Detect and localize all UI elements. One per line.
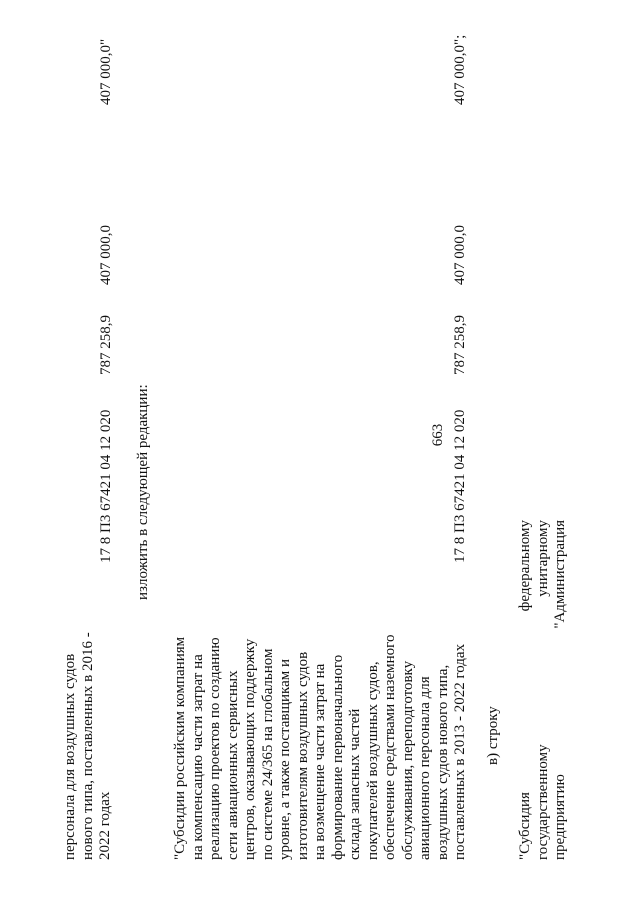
row2-desc-line: на возмещение части затрат на [312,663,328,860]
row2-desc-line: изготовителям воздушных судов [294,651,311,860]
row1-desc-line: 2022 годах [97,791,113,860]
page-number: 663 [430,423,446,447]
row2-desc-line: авиационного персонала для [417,676,433,860]
row2-desc-line: по системе 24/365 на глобальном [259,648,276,860]
row2-description [172,460,470,860]
row3-col2-line: унитарному [534,520,551,597]
row2-desc-line: склада запасных частей [347,708,363,860]
row3-col2-line: федеральному [517,520,533,612]
row2-desc-line: покупателей воздушных судов, [364,661,381,860]
row1-desc-line: нового типа, поставленных в 2016 - [79,632,96,860]
row2-desc-line: обеспечение средствами наземного [382,634,398,860]
row2-desc-line: обслуживания, переподготовку [399,660,416,860]
section-label: в) строку [485,706,501,765]
row2-desc-line: реализацию проектов по созданию [207,637,223,860]
row3-col1-line: предприятию [552,774,568,860]
row1-value1: 407 000,0 [98,225,114,285]
row2-sum: 787 258,9 [452,315,468,375]
row3-col2 [517,520,570,660]
row3-col2-line: "Администрация [552,520,568,629]
row2-desc-line: сети авиационных сервисных [224,670,241,860]
table-row-3 [517,520,570,860]
row1-sum: 787 258,9 [98,315,114,375]
row2-value1: 407 000,0 [452,225,468,285]
row2-desc-line: воздушных судов нового типа, [434,664,451,860]
row3-col1-line: государственному [534,744,551,860]
row2-desc-line: поставленных в 2013 - 2022 годах [452,643,468,860]
row3-col1-line: "Субсидия [517,792,533,860]
row2-desc-line: на компенсацию части затрат на [189,654,206,860]
row2-desc-line: формирование первоначального [329,654,346,860]
row3-col1 [517,660,570,860]
row2-code: 17 8 П3 67421 04 12 020 [452,409,468,563]
row2-desc-line: "Субсидии российским компаниям [172,636,188,860]
row2-desc-line: центров, оказывающих поддержку [242,638,258,860]
table-row-2 [172,460,470,860]
row1-desc-line: персонала для воздушных судов [62,653,78,860]
row1-value2: 407 000,0" [98,38,114,105]
row2-desc-line: уровне, а также поставщикам и [277,658,293,860]
intro-text: изложить в следующей редакции: [135,384,151,600]
row2-value2: 407 000,0"; [452,34,468,105]
row1-code: 17 8 П3 67421 04 12 020 [98,409,114,563]
